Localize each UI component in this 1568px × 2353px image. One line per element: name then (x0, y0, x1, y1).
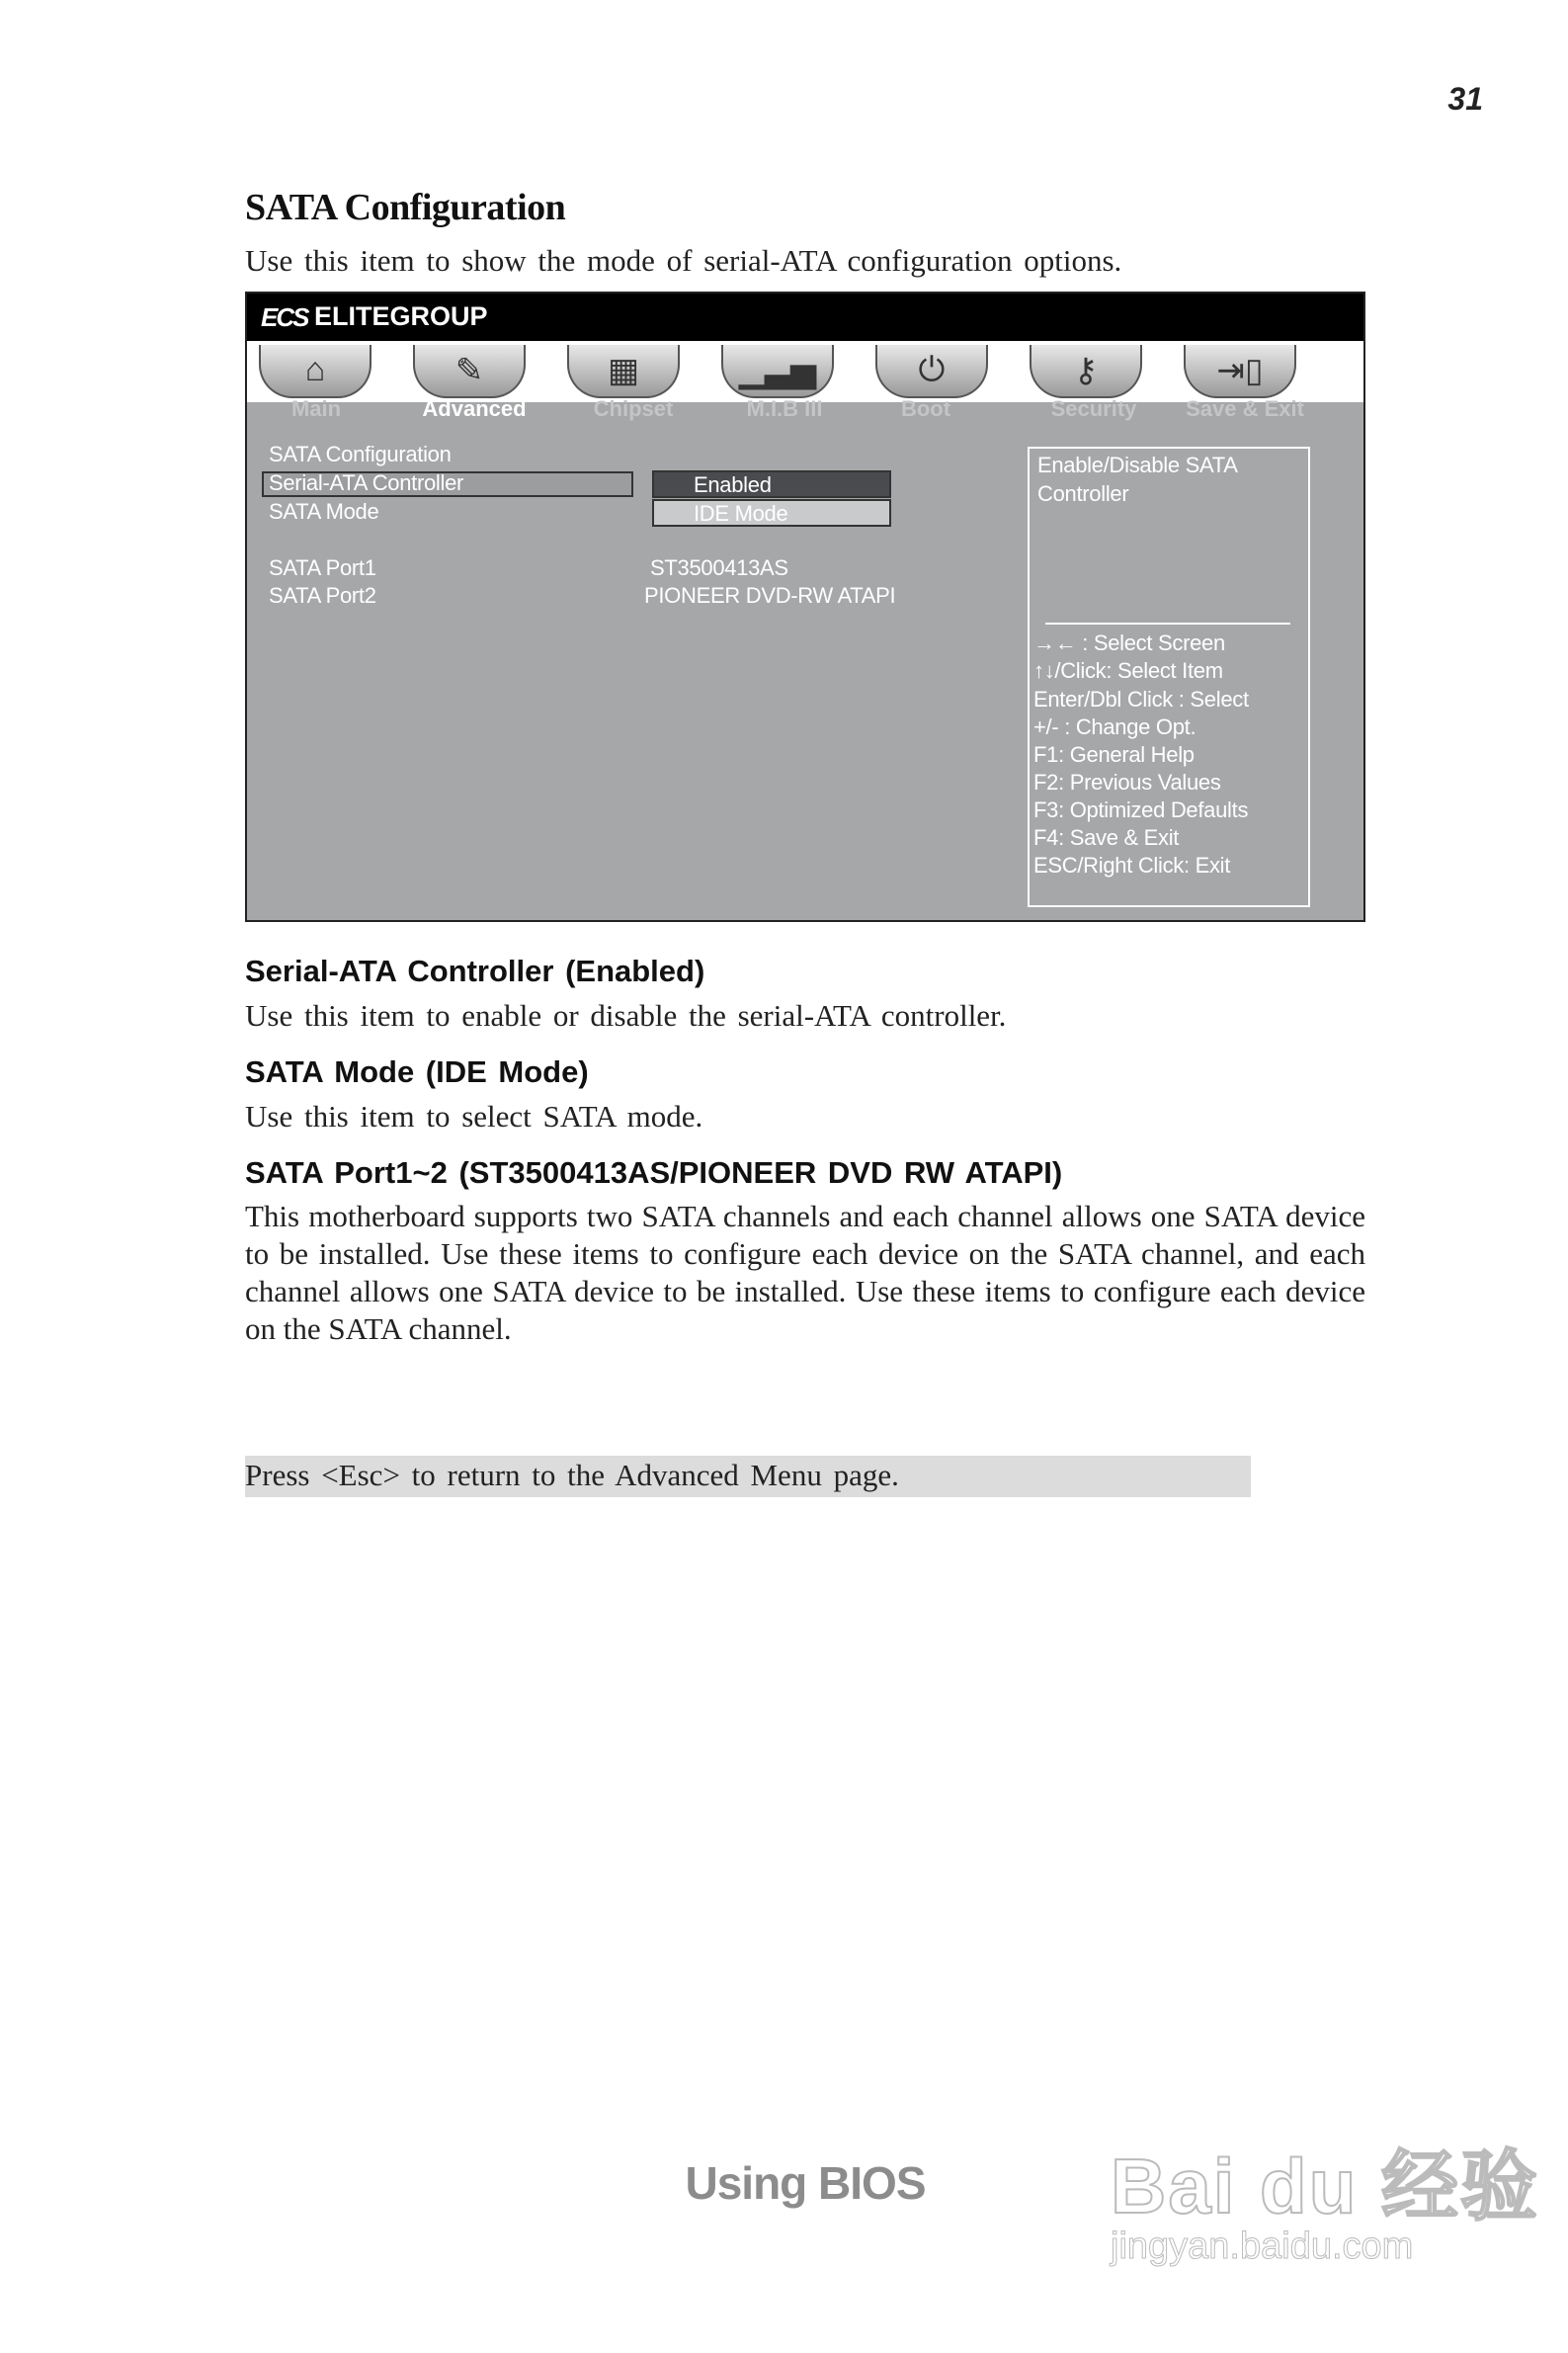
footer-title: Using BIOS (685, 2157, 926, 2209)
exit-icon: ⇥▯ (1216, 352, 1264, 389)
brand-logo: ECS (261, 302, 308, 332)
help-description-line2: Controller (1037, 481, 1129, 506)
tab-mib[interactable] (713, 345, 842, 402)
tab-label-main[interactable]: Main (290, 396, 342, 421)
esc-note-text: Press <Esc> to return to the Advanced Menu page. (245, 1458, 899, 1492)
serial-ata-controller-label[interactable]: Serial-ATA Controller (269, 470, 464, 495)
sata-port1-value: ST3500413AS (650, 555, 788, 580)
key-icon: ⚷ (1073, 352, 1099, 389)
key-hint: ESC/Right Click: Exit (1033, 853, 1231, 878)
key-hint: →← : Select Screen (1033, 630, 1225, 655)
key-hint: F1: General Help (1033, 742, 1195, 767)
sata-port2-label[interactable]: SATA Port2 (269, 583, 376, 608)
serial-ata-controller-value[interactable] (652, 470, 891, 498)
tab-main[interactable] (251, 345, 379, 402)
sata-mode-value[interactable] (652, 499, 891, 527)
key-hint: F4: Save & Exit (1033, 825, 1180, 850)
sata-port-body: This motherboard supports two SATA channels and each channel allows one SATA device to be installed. Use these items to configure each device on the SATA channel, and each channel allows one SATA device to be installed. Use these items to configure each device on the SATA channel. (245, 1199, 1365, 1346)
key-hint: ↑↓/Click: Select Item (1033, 658, 1223, 683)
bios-header (247, 294, 1363, 341)
serial-ata-controller-body: Use this item to enable or disable the serial-ATA controller. (245, 998, 1007, 1033)
bios-section-heading: SATA Configuration (269, 442, 452, 466)
brand-name: ELITEGROUP (314, 301, 488, 331)
tab-chipset[interactable] (559, 345, 688, 402)
serial-ata-controller-value-text: Enabled (694, 472, 772, 497)
help-divider (1045, 623, 1290, 625)
tab-label-save-exit[interactable]: Save & Exit (1186, 396, 1304, 421)
key-hint: Enter/Dbl Click : Select (1033, 687, 1249, 712)
page-number: 31 (1447, 81, 1483, 117)
bios-screenshot (245, 292, 1365, 922)
home-icon: ⌂ (304, 351, 326, 388)
tab-advanced[interactable] (405, 345, 534, 402)
watermark-url: jingyan.baidu.com (1111, 2226, 1414, 2267)
serial-ata-controller-heading: Serial-ATA Controller (Enabled) (245, 954, 705, 988)
chip-icon: ▦ (607, 352, 640, 389)
help-description-line1: Enable/Disable SATA (1037, 453, 1238, 477)
sata-mode-body: Use this item to select SATA mode. (245, 1099, 703, 1134)
tab-label-security[interactable]: Security (1050, 396, 1137, 421)
tab-security[interactable] (1022, 345, 1150, 402)
key-hint: F2: Previous Values (1033, 770, 1221, 795)
sata-mode-heading: SATA Mode (IDE Mode) (245, 1054, 589, 1089)
key-hint: F3: Optimized Defaults (1033, 798, 1249, 822)
help-panel (1028, 447, 1310, 907)
tab-label-advanced[interactable]: Advanced (422, 396, 527, 421)
tab-label-boot[interactable]: Boot (900, 396, 951, 421)
wrench-icon: ✎ (454, 352, 484, 389)
sata-port1-label[interactable]: SATA Port1 (269, 555, 376, 580)
key-hint: +/- : Change Opt. (1033, 714, 1197, 739)
sata-mode-label[interactable]: SATA Mode (269, 499, 379, 524)
sata-port-heading: SATA Port1~2 (ST3500413AS/PIONEER DVD RW ATAPI) (245, 1155, 1063, 1190)
section-title: SATA Configuration (245, 187, 566, 228)
sata-mode-value-text: IDE Mode (694, 501, 788, 526)
watermark-logo: Bai du 经验 (1111, 2143, 1540, 2229)
tab-label-chipset[interactable]: Chipset (593, 396, 674, 421)
power-icon: ⏻ (918, 351, 946, 388)
sata-port2-value: PIONEER DVD-RW ATAPI (644, 583, 896, 608)
bios-tab-strip (247, 341, 1363, 402)
esc-note (245, 1456, 1251, 1497)
intro-text: Use this item to show the mode of serial-ATA configuration options. (245, 243, 1122, 278)
tab-boot[interactable] (867, 345, 996, 402)
bar-chart-icon: ▁▃▅ (738, 352, 817, 389)
tab-save-exit[interactable] (1176, 345, 1304, 402)
tab-label-mib[interactable]: M.I.B III (746, 396, 823, 421)
